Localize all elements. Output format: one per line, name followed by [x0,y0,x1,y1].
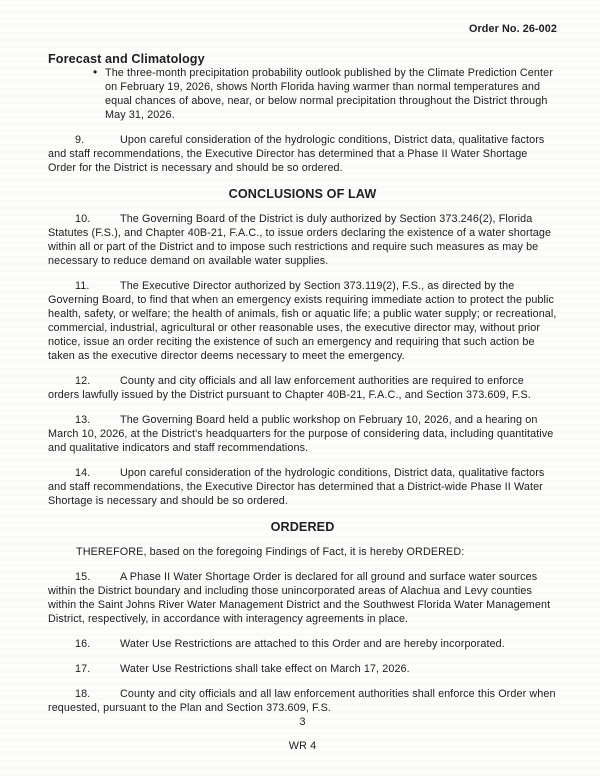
paragraph-11 [48,279,557,363]
paragraph-14 [48,466,557,508]
paragraph-10 [48,212,557,268]
paragraph-12-number: 12. [75,375,91,387]
forecast-bullet-list [48,66,557,122]
order-number: Order No. 26-002 [468,23,557,35]
forecast-heading: Forecast and Climatology [48,52,205,66]
paragraph-11-text: The Executive Director authorized by Section 373.119(2), F.S., as directed by the Governing Board, to find that when an emergency exists requiring immediate action to protect the public health, safety, or welfare; the health of animals, fish or aquatic life; a public water supply; or recreational, commercial, industrial, agricultural or other reasonable uses, the executive director may, without prior notice, issue an order reciting the existence of such an emergency and requiring that such action be taken as the executive director deems necessary to meet the emergency. [48,280,557,362]
paragraph-17 [48,662,557,676]
paragraph-14-text: Upon careful consideration of the hydrologic conditions, District data, qualitative factors and staff recommendations, the Executive Director has determined that a District-wide Phase II Water Shortage is necessary and should be so ordered. [48,467,545,507]
paragraph-18-number: 18. [75,688,91,700]
paragraph-10-number: 10. [75,213,91,225]
paragraph-9-text: Upon careful consideration of the hydrologic conditions, District data, qualitative factors and staff recommendations, the Executive Director has determined that a Phase II Water Shortage Order for the District is necessary and should be so ordered. [48,134,545,174]
paragraph-9-number: 9. [75,134,85,146]
paragraph-18 [48,687,557,715]
paragraph-9 [48,133,557,175]
paragraph-12 [48,374,557,402]
paragraph-16-text: Water Use Restrictions are attached to this Order and are hereby incorporated. [120,638,505,650]
forecast-bullet-item: • The three-month precipitation probability outlook published by the Climate Prediction Center on February 19, 2026, shows North Florida having warmer than normal temperatures and equal chances of above, near, or below normal precipitation throughout the District through May 31, 2026. [105,66,557,122]
paragraph-12-text: County and city officials and all law enforcement authorities are required to enforce orders lawfully issued by the District pursuant to Chapter 40B-21, F.A.C., and Section 373.609, F.S. [48,375,531,401]
paragraph-13-text: The Governing Board held a public workshop on February 10, 2026, and a hearing on March 10, 2026, at the District's headquarters for the purpose of considering data, including quantitative and qualitative indicators and staff recommendations. [48,414,554,454]
paragraph-15-text: A Phase II Water Shortage Order is declared for all ground and surface water sources within the District boundary and including those unincorporated areas of Alachua and Levy counties within the Saint Johns River Water Management District and the Southwest Florida Water Management District, respectively, in accordance with interagency agreements in place. [48,571,551,625]
paragraph-18-text: County and city officials and all law enforcement authorities shall enforce this Order when requested, pursuant to the Plan and Section 373.609, F.S. [48,688,556,714]
footer-doc-code: WR 4 [288,740,317,752]
conclusions-of-law-heading: CONCLUSIONS OF LAW [228,187,377,201]
page-number: 3 [299,716,306,728]
paragraph-16 [48,637,557,651]
ordered-intro: THEREFORE, based on the foregoing Findings of Fact, it is hereby ORDERED: [76,546,465,558]
paragraph-17-number: 17. [75,663,91,675]
paragraph-13-number: 13. [75,414,91,426]
paragraph-15-number: 15. [75,571,91,583]
paragraph-15 [48,570,557,626]
paragraph-13 [48,413,557,455]
paragraph-16-number: 16. [75,638,91,650]
paragraph-17-text: Water Use Restrictions shall take effect on March 17, 2026. [120,663,410,675]
ordered-heading: ORDERED [270,520,335,534]
paragraph-11-number: 11. [75,280,90,292]
paragraph-14-number: 14. [75,467,91,479]
paragraph-10-text: The Governing Board of the District is duly authorized by Section 373.246(2), Florida Statutes (F.S.), and Chapter 40B-21, F.A.C., to issue orders declaring the existence of a water shortage within all or part of the District and to impose such restrictions and require such measures as may be necessary to reduce demand on available water supplies. [48,213,552,267]
